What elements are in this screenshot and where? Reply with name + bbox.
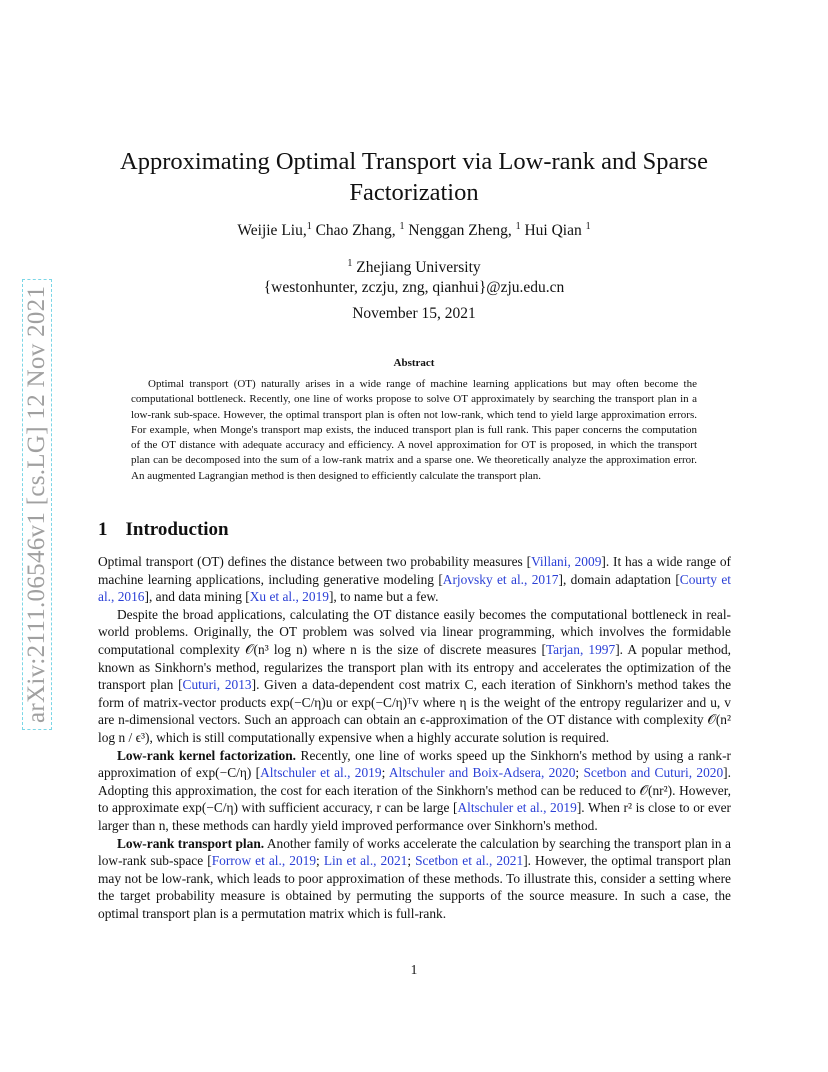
- paragraph: [98, 606, 731, 747]
- text-run: ;: [316, 853, 324, 869]
- citation-link[interactable]: Tarjan, 1997: [545, 641, 616, 657]
- affiliation-block: [90, 254, 738, 298]
- affiliation-name: Zhejiang University: [352, 259, 481, 276]
- text-run: Another family of works accelerate the calculation by searching the transport plan in a low-rank sub-space [: [98, 835, 731, 869]
- citation-link[interactable]: Courty et al., 2016: [98, 571, 731, 605]
- text-run: Recently, one line of works speed up the Sinkhorn's method by using a rank-r approximation of exp(−C/η) [: [98, 747, 732, 781]
- text-run: ]. Adopting this approximation, the cost for each iteration of the Sinkhorn's method can be reduced to 𝒪(nr²). However, to approximate exp(−C/η) with sufficient accuracy, r can be large [: [98, 765, 731, 816]
- citation-link[interactable]: Forrow et al., 2019: [211, 853, 317, 869]
- author-name: Hui Qian: [520, 222, 586, 239]
- text-run: ;: [381, 765, 389, 781]
- affiliation-mark: 1: [515, 221, 521, 232]
- section-number: 1: [98, 519, 108, 540]
- citation-link[interactable]: Xu et al., 2019: [249, 589, 329, 605]
- section-title: Introduction: [125, 519, 229, 540]
- text-run: ;: [575, 765, 584, 781]
- arxiv-side-stamp: [16, 250, 50, 730]
- paragraph-heading: Low-rank kernel factorization.: [117, 747, 297, 763]
- author-name: Nenggan Zheng,: [404, 222, 516, 239]
- affiliation-mark: 1: [347, 258, 353, 269]
- author-name: Chao Zhang,: [311, 222, 400, 239]
- citation-link[interactable]: Altschuler et al., 2019: [260, 765, 382, 781]
- paper-title: Approximating Optimal Transport via Low-rank and Sparse Factorization: [120, 148, 708, 206]
- citation-link[interactable]: Altschuler et al., 2019: [457, 800, 577, 816]
- citation-link[interactable]: Lin et al., 2021: [323, 853, 408, 869]
- author-name: Weijie Liu,: [237, 222, 307, 239]
- text-run: ;: [407, 853, 416, 869]
- citation-link[interactable]: Villani, 2009: [531, 554, 602, 569]
- text-run: ]. However, the optimal transport plan may not be low-rank, which leads to poor approximation of these methods. To illustrate this, consider a setting where the target probability measure is obtained by permuting the supports of the source measure. In such a case, the optimal transport plan is a permutation matrix which is full-rank.: [98, 853, 732, 921]
- paragraph: [98, 835, 731, 923]
- paragraph-heading: Low-rank transport plan.: [117, 835, 265, 851]
- citation-link[interactable]: Cuturi, 2013: [182, 677, 252, 693]
- citation-link[interactable]: Altschuler and Boix-Adsera, 2020: [388, 765, 576, 781]
- abstract-text: Optimal transport (OT) naturally arises in a wide range of machine learning applications but may often become the computational bottleneck. Recently, one line of works propose to solve OT approximately by searching the transport plan in a low-rank sub-space. However, the optimal transport plan is often not low-rank, which tend to yield large approximation errors. For example, when Monge's transport map exists, the induced transport plan is full rank. This paper concerns the computation of the OT distance with adequate accuracy and efficiency. A novel approximation for OT is proposed, in which the transport plan can be decomposed into the sum of a low-rank matrix and a sparse one. We theoretically analyze the approximation error. An augmented Lagrangian method is then designed to efficiently calculate the transport plan.: [131, 378, 697, 482]
- text-run: Despite the broad applications, calculating the OT distance easily becomes the computational bottleneck in real-world problems. Originally, the OT problem was solved via linear programming, which involves the formidable computational complexity 𝒪(n³ log n) where n is the size of discrete measures [: [98, 606, 731, 657]
- citation-link[interactable]: Arjovsky et al., 2017: [442, 571, 559, 587]
- affiliation-mark: 1: [399, 221, 405, 232]
- text-run: ]. When r² is close to or ever larger than n, these methods can hardly yield improved performance over Sinkhorn's method.: [98, 800, 731, 833]
- affiliation-mark: 1: [306, 221, 312, 232]
- text-run: ], domain adaptation [: [558, 571, 680, 587]
- text-run: Optimal transport (OT) defines the distance between two probability measures [: [98, 554, 532, 569]
- paragraph: [98, 747, 731, 835]
- abstract-heading: Abstract: [393, 357, 435, 369]
- arxiv-identifier: arXiv:2111.06546v1 [cs.LG] 12 Nov 2021: [22, 279, 52, 730]
- text-run: ]. Given a data-dependent cost matrix C, each iteration of Sinkhorn's method takes the form of matrix-vector products exp(−C/η)u or exp(−C/η)ᵀv where η is the weight of the entropy regularizer and u, v are n-dimensional vectors. Such an approach can obtain an ϵ-approximation of the OT distance with complexity 𝒪(n² log n / ϵ³), which is still computationally expensive when a highly accurate solution is required.: [98, 677, 732, 745]
- citation-link[interactable]: Scetbon et al., 2021: [415, 853, 524, 869]
- author-list: [90, 221, 738, 240]
- text-run: ], and data mining [: [144, 589, 250, 605]
- introduction-body: [98, 553, 731, 922]
- text-run: ]. It has a wide range of machine learning applications, including generative modeling [: [98, 554, 731, 587]
- paper-date: November 15, 2021: [352, 305, 476, 322]
- citation-link[interactable]: Scetbon and Cuturi, 2020: [583, 765, 724, 781]
- author-emails: {westonhunter, zczju, zng, qianhui}@zju.edu.cn: [263, 279, 565, 296]
- text-run: ]. A popular method, known as Sinkhorn's method, regularizes the transport plan with its entropy and accelerates the optimization of the transport plan [: [98, 641, 731, 693]
- paragraph: [98, 553, 731, 606]
- text-run: ], to name but a few.: [328, 589, 439, 605]
- affiliation-mark: 1: [585, 221, 591, 232]
- section-heading: [98, 519, 229, 541]
- page-number: 1: [410, 962, 418, 977]
